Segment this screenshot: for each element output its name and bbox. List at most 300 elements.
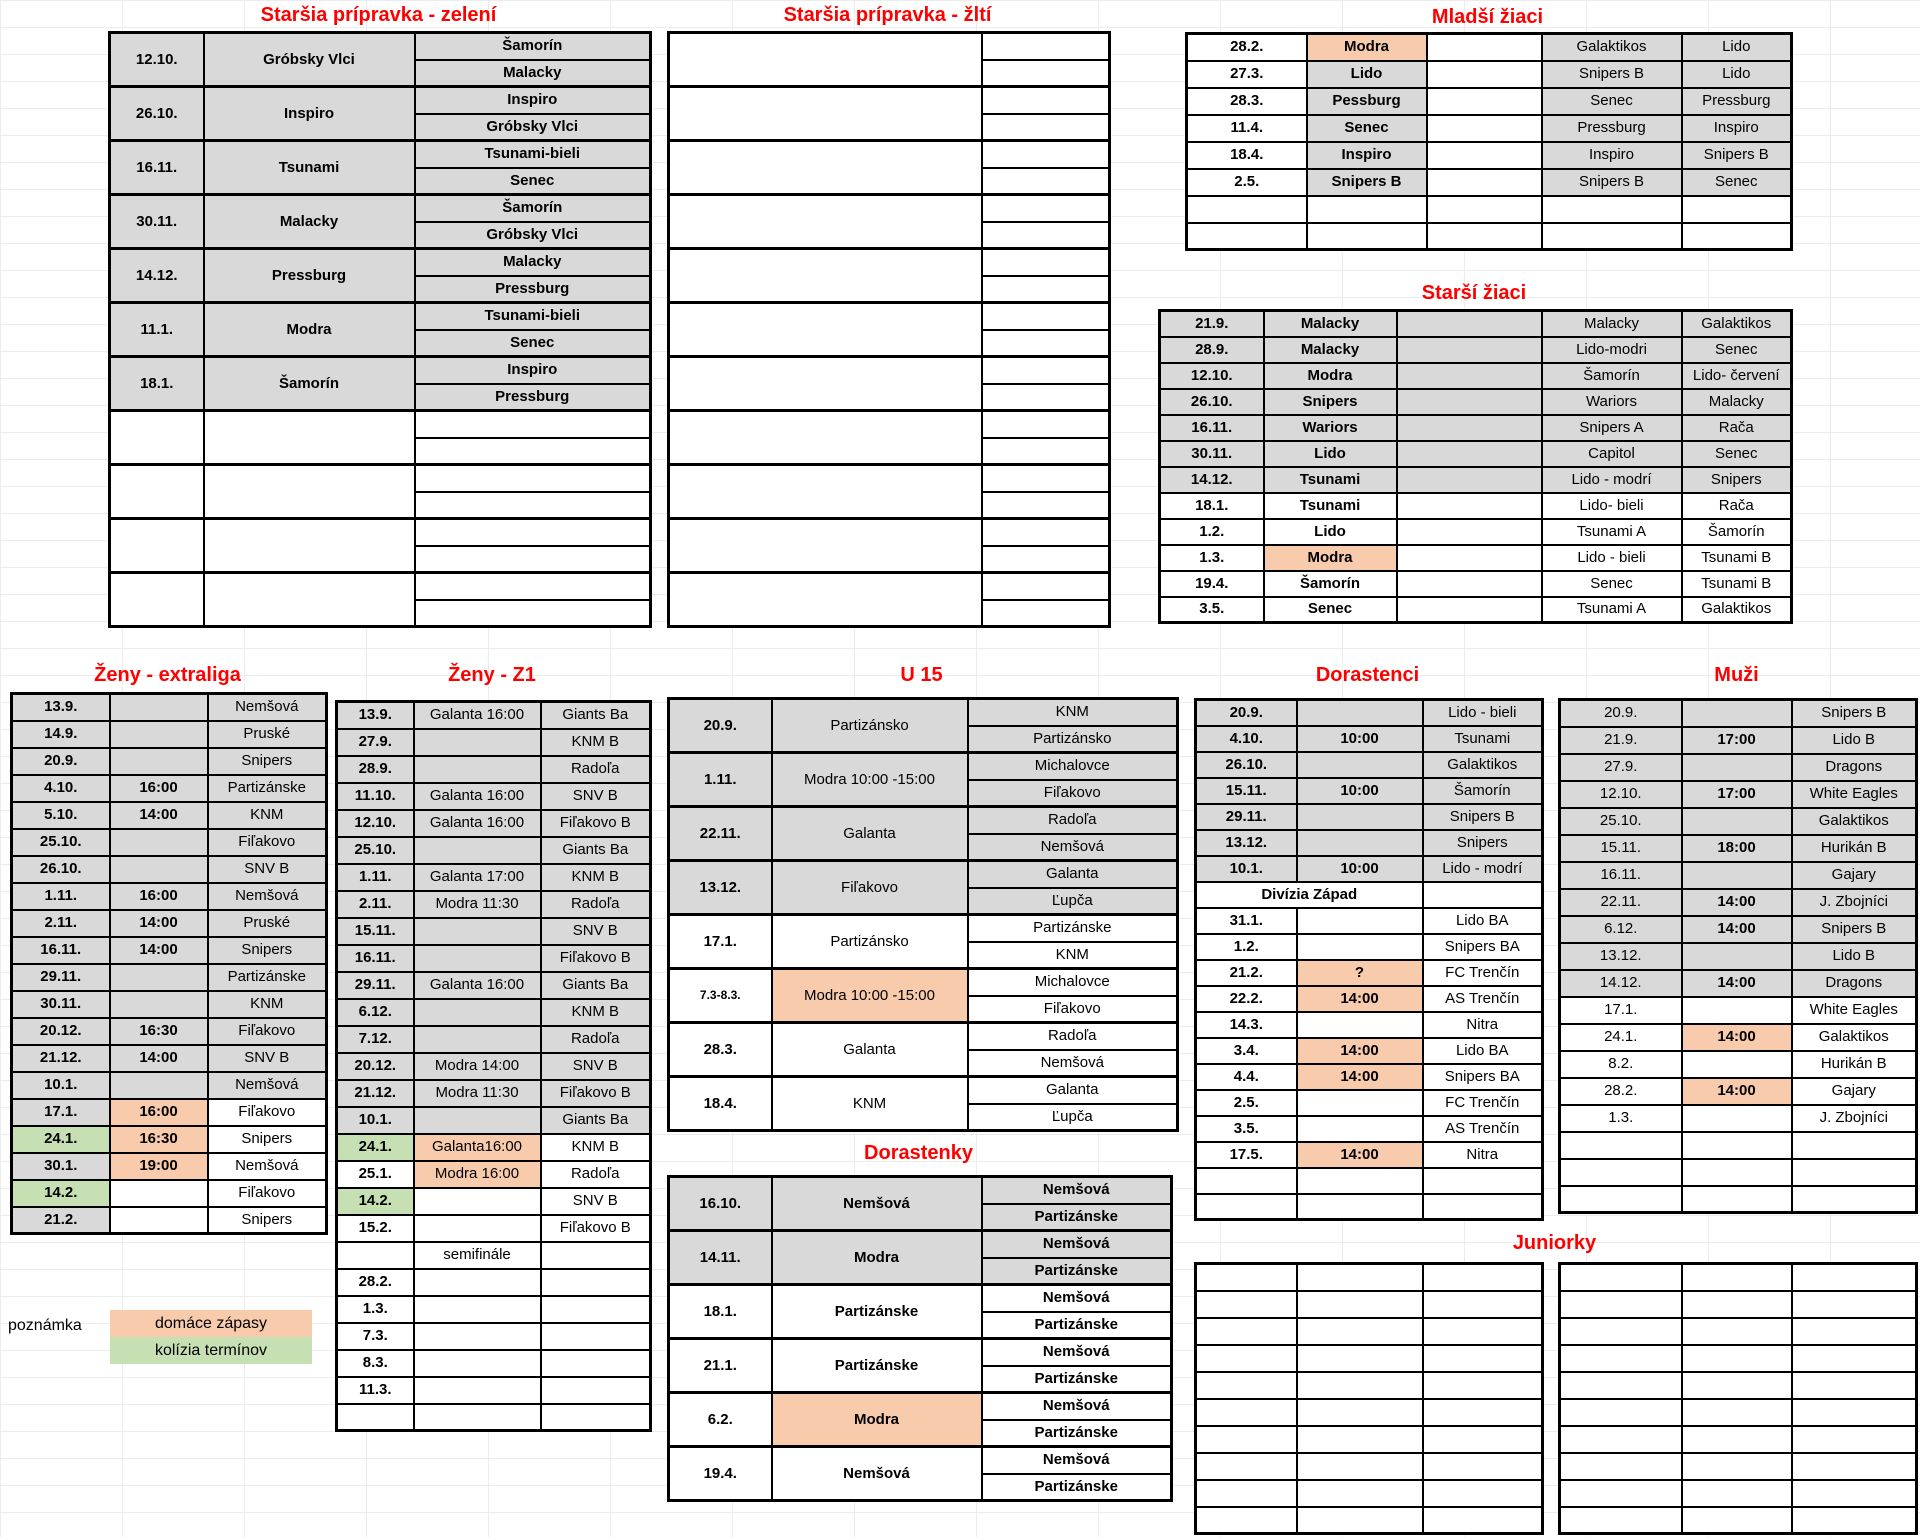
table-cell[interactable]: 17:00 [1682,781,1792,808]
table-cell[interactable] [982,60,1110,87]
table-cell[interactable]: 10.1. [12,1072,110,1099]
table-cell[interactable] [1196,1345,1297,1372]
table-cell[interactable]: semifinále [414,1242,541,1269]
table-cell[interactable]: 21.2. [1196,960,1297,986]
table-cell[interactable] [1297,1012,1423,1038]
table-cell[interactable] [982,249,1110,276]
table-cell[interactable]: 13.9. [337,702,414,729]
table-cell[interactable] [110,411,204,465]
table-cell[interactable]: Dragons [1792,970,1917,997]
table-cell[interactable] [669,33,982,87]
table-cell[interactable]: 5.10. [12,802,110,829]
table-cell[interactable]: 10:00 [1297,778,1423,804]
table-cell[interactable]: 28.2. [1187,34,1307,61]
table-cell[interactable]: 14.12. [1560,970,1682,997]
table-cell[interactable]: White Eagles [1792,997,1917,1024]
table-cell[interactable] [414,1350,541,1377]
table-cell[interactable] [110,1180,208,1207]
table-cell[interactable] [669,357,982,411]
table-cell[interactable] [1792,1132,1917,1159]
table-cell[interactable]: Lido- bieli [1542,493,1682,519]
table-cell[interactable]: Senec [415,168,651,195]
table-cell[interactable]: Lido B [1792,727,1917,754]
table-cell[interactable] [1792,1480,1917,1507]
table-cell[interactable]: Partizánske [982,1312,1172,1339]
table-cell[interactable]: Lido-modri [1542,337,1682,363]
table-cell[interactable]: Lido [1682,61,1792,88]
table-cell[interactable]: Partizánske [208,964,327,991]
table-cell[interactable] [1297,1194,1423,1220]
table-cell[interactable]: Senec [1682,169,1792,196]
table-cell[interactable] [110,964,208,991]
table-cell[interactable] [414,1107,541,1134]
table-cell[interactable] [982,573,1110,600]
table-cell[interactable]: 12.10. [337,810,414,837]
table-cell[interactable]: 21.12. [337,1080,414,1107]
table-cell[interactable]: Snipers [1423,830,1543,856]
table-cell[interactable] [1682,1453,1792,1480]
table-cell[interactable] [541,1404,651,1431]
table-cell[interactable]: Partizánsko [968,726,1178,753]
table-cell[interactable]: Snipers [208,1207,327,1234]
table-cell[interactable] [1423,1426,1543,1453]
table-cell[interactable] [1792,1318,1917,1345]
table-cell[interactable] [1542,223,1682,250]
table-cell[interactable]: 8.2. [1560,1051,1682,1078]
table-cell[interactable]: Snipers [208,1126,327,1153]
table-cell[interactable]: 28.3. [669,1023,772,1077]
table-cell[interactable]: 25.1. [337,1161,414,1188]
table-cell[interactable] [110,856,208,883]
table-cell[interactable] [204,411,415,465]
table-cell[interactable] [982,519,1110,546]
table-cell[interactable]: Snipers BA [1423,1064,1543,1090]
table-cell[interactable]: 27.9. [337,729,414,756]
table-cell[interactable] [1423,1372,1543,1399]
table-cell[interactable]: Nemšová [968,1050,1178,1077]
table-cell[interactable]: Nemšová [208,1072,327,1099]
table-cell[interactable]: Snipers B [1307,169,1427,196]
table-cell[interactable]: FC Trenčín [1423,1090,1543,1116]
table-cell[interactable] [541,1242,651,1269]
table-cell[interactable]: Nemšová [968,834,1178,861]
table-cell[interactable]: Partizánsko [772,699,968,753]
table-cell[interactable]: 30.11. [1160,441,1264,467]
table-cell[interactable]: 27.9. [1560,754,1682,781]
table-cell[interactable]: 14.9. [12,721,110,748]
table-cell[interactable]: 14:00 [1297,986,1423,1012]
table-cell[interactable] [414,1404,541,1431]
table-cell[interactable]: 14:00 [1682,889,1792,916]
table-cell[interactable] [1682,1507,1792,1534]
table-cell[interactable]: Modra 14:00 [414,1053,541,1080]
section-title-zeny-z1[interactable]: Ženy - Z1 [448,664,536,686]
table-cell[interactable]: Modra 11:30 [414,1080,541,1107]
table-cell[interactable]: 14.12. [110,249,204,303]
table-cell[interactable]: 20.9. [1196,700,1297,726]
table-cell[interactable] [1682,196,1792,223]
table-cell[interactable]: Galaktikos [1792,1024,1917,1051]
table-cell[interactable] [414,1296,541,1323]
table-cell[interactable]: 22.2. [1196,986,1297,1012]
table-cell[interactable] [414,837,541,864]
table-cell[interactable]: Radoľa [968,807,1178,834]
table-cell[interactable] [1427,88,1542,115]
table-cell[interactable]: J. Zbojníci [1792,1105,1917,1132]
table-cell[interactable] [982,87,1110,114]
table-cell[interactable] [1397,363,1542,389]
table-cell[interactable] [1297,700,1423,726]
table-cell[interactable]: 14:00 [1297,1064,1423,1090]
table-cell[interactable] [1196,1399,1297,1426]
table-cell[interactable]: Malacky [204,195,415,249]
table-cell[interactable] [1423,1291,1543,1318]
table-cell[interactable] [1792,1426,1917,1453]
table-cell[interactable]: Fiľakovo [208,1180,327,1207]
table-cell[interactable] [1423,1480,1543,1507]
table-cell[interactable] [1397,337,1542,363]
table-cell[interactable]: Senec [1307,115,1427,142]
table-cell[interactable] [414,1026,541,1053]
table-cell[interactable]: 15.11. [337,918,414,945]
table-cell[interactable]: Senec [1682,337,1792,363]
table-cell[interactable] [1423,882,1543,908]
section-title-juniorky[interactable]: Juniorky [1512,1232,1597,1254]
table-cell[interactable] [414,999,541,1026]
table-cell[interactable]: Giants Ba [541,837,651,864]
table-cell[interactable]: 11.10. [337,783,414,810]
table-cell[interactable] [1682,700,1792,727]
table-cell[interactable]: Lido [1264,441,1397,467]
table-cell[interactable]: 25.10. [12,829,110,856]
table-cell[interactable] [669,411,982,465]
table-cell[interactable]: 14:00 [1682,916,1792,943]
table-cell[interactable]: Fiľakovo [968,780,1178,807]
legend-home-games[interactable]: domáce zápasy [110,1310,312,1337]
table-cell[interactable]: 28.2. [337,1269,414,1296]
table-cell[interactable] [1792,1507,1917,1534]
table-cell[interactable]: Gajary [1792,1078,1917,1105]
table-cell[interactable] [1423,1318,1543,1345]
table-cell[interactable]: 16:30 [110,1126,208,1153]
table-cell[interactable]: KNM [968,942,1178,969]
table-cell[interactable] [1682,1105,1792,1132]
table-cell[interactable]: Tsunami [1264,467,1397,493]
table-cell[interactable] [1187,196,1307,223]
table-cell[interactable]: Michalovce [968,969,1178,996]
table-cell[interactable]: Modra 10:00 -15:00 [772,969,968,1023]
table-cell[interactable]: 11.1. [110,303,204,357]
table-cell[interactable]: 1.3. [337,1296,414,1323]
table-cell[interactable] [982,546,1110,573]
table-cell[interactable] [110,829,208,856]
table-cell[interactable] [1792,1345,1917,1372]
table-cell[interactable]: 7.3. [337,1323,414,1350]
table-cell[interactable] [1423,1168,1543,1194]
table-cell[interactable]: Inspiro [1542,142,1682,169]
table-cell[interactable] [110,694,208,721]
table-cell[interactable]: Nemšová [982,1393,1172,1420]
table-cell[interactable]: 10.1. [1196,856,1297,882]
table-cell[interactable]: Snipers BA [1423,934,1543,960]
table-cell[interactable] [1682,862,1792,889]
table-cell[interactable]: FC Trenčín [1423,960,1543,986]
table-cell[interactable]: Pressburg [1542,115,1682,142]
table-cell[interactable]: 4.4. [1196,1064,1297,1090]
table-cell[interactable] [982,276,1110,303]
table-cell[interactable]: Nemšová [982,1177,1172,1204]
table-cell[interactable] [541,1296,651,1323]
table-cell[interactable]: KNM [772,1077,968,1131]
table-cell[interactable]: Nemšová [982,1339,1172,1366]
table-cell[interactable] [1682,223,1792,250]
table-cell[interactable]: 3.5. [1196,1116,1297,1142]
table-cell[interactable]: AS Trenčín [1423,986,1543,1012]
table-cell[interactable]: 17.1. [12,1099,110,1126]
table-cell[interactable] [1542,196,1682,223]
table-cell[interactable] [414,1323,541,1350]
table-cell[interactable] [1307,223,1427,250]
table-cell[interactable] [982,492,1110,519]
table-cell[interactable] [414,756,541,783]
table-cell[interactable]: Rača [1682,415,1792,441]
table-cell[interactable] [1560,1507,1682,1534]
table-cell[interactable]: 30.1. [12,1153,110,1180]
table-cell[interactable]: 14:00 [1682,970,1792,997]
table-cell[interactable]: Lido BA [1423,908,1543,934]
table-cell[interactable]: Lido [1682,34,1792,61]
table-cell[interactable] [415,465,651,492]
table-cell[interactable] [414,945,541,972]
table-cell[interactable] [1297,1480,1423,1507]
table-cell[interactable] [669,465,982,519]
table-cell[interactable] [1427,196,1542,223]
table-cell[interactable] [1196,1372,1297,1399]
table-cell[interactable] [1560,1264,1682,1291]
table-cell[interactable] [1297,1168,1423,1194]
table-cell[interactable] [1682,1372,1792,1399]
section-title-u15[interactable]: U 15 [900,664,943,686]
table-cell[interactable]: 24.1. [1560,1024,1682,1051]
legend-collision[interactable]: kolízia termínov [110,1337,312,1364]
table-cell[interactable]: Malacky [1542,311,1682,337]
table-cell[interactable]: 30.11. [12,991,110,1018]
table-cell[interactable]: 28.3. [1187,88,1307,115]
table-cell[interactable] [337,1404,414,1431]
table-cell[interactable] [110,573,204,627]
table-cell[interactable]: Snipers [1682,467,1792,493]
table-cell[interactable]: Partizánske [982,1366,1172,1393]
table-cell[interactable]: Senec [1682,441,1792,467]
table-cell[interactable]: 18:00 [1682,835,1792,862]
table-cell[interactable] [982,33,1110,60]
table-cell[interactable]: 14.3. [1196,1012,1297,1038]
table-cell[interactable] [669,141,982,195]
table-cell[interactable]: 10:00 [1297,856,1423,882]
table-cell[interactable]: 25.10. [337,837,414,864]
table-cell[interactable]: Radoľa [541,1026,651,1053]
table-cell[interactable] [110,991,208,1018]
table-cell[interactable]: Gróbsky Vlci [204,33,415,87]
table-cell[interactable]: Pruské [208,721,327,748]
table-cell[interactable]: Snipers B [1542,169,1682,196]
table-cell[interactable]: Pressburg [415,276,651,303]
table-cell[interactable]: Partizánske [772,1339,982,1393]
table-cell[interactable]: Pessburg [1307,88,1427,115]
table-cell[interactable]: 16.11. [110,141,204,195]
table-cell[interactable]: 7.12. [337,1026,414,1053]
table-cell[interactable]: Modra [772,1393,982,1447]
table-cell[interactable]: Gajary [1792,862,1917,889]
table-cell[interactable] [1187,223,1307,250]
table-cell[interactable] [1792,1372,1917,1399]
table-cell[interactable]: 14:00 [1682,1078,1792,1105]
table-cell[interactable]: Lido B [1792,943,1917,970]
table-cell[interactable]: Hurikán B [1792,1051,1917,1078]
table-cell[interactable] [110,1207,208,1234]
table-cell[interactable] [982,222,1110,249]
table-cell[interactable]: Senec [415,330,651,357]
table-cell[interactable]: 14.11. [669,1231,772,1285]
table-cell[interactable] [982,195,1110,222]
table-cell[interactable]: Lido [1307,61,1427,88]
table-cell[interactable]: Lido - modrí [1542,467,1682,493]
table-cell[interactable]: Modra [1264,545,1397,571]
table-cell[interactable]: KNM B [541,1134,651,1161]
table-cell[interactable] [1423,1345,1543,1372]
table-cell[interactable] [1397,571,1542,597]
table-cell[interactable] [1560,1318,1682,1345]
table-cell[interactable] [1297,908,1423,934]
table-cell[interactable]: Pressburg [204,249,415,303]
table-cell[interactable]: Inspiro [415,357,651,384]
table-cell[interactable] [1297,1090,1423,1116]
table-cell[interactable]: Nemšová [208,694,327,721]
table-cell[interactable] [1792,1399,1917,1426]
table-cell[interactable] [414,1269,541,1296]
table-cell[interactable]: 15.2. [337,1215,414,1242]
table-cell[interactable]: Tsunami B [1682,571,1792,597]
table-cell[interactable]: 13.12. [1560,943,1682,970]
table-cell[interactable]: 28.2. [1560,1078,1682,1105]
table-cell[interactable]: Fiľakovo B [541,810,651,837]
table-cell[interactable] [414,1215,541,1242]
section-title-zeny-extraliga[interactable]: Ženy - extraliga [94,664,241,686]
table-cell[interactable]: Senec [1542,571,1682,597]
table-cell[interactable]: 22.11. [1560,889,1682,916]
table-cell[interactable]: Malacky [415,249,651,276]
table-cell[interactable] [1196,1426,1297,1453]
table-cell[interactable]: Divízia Západ [1196,882,1423,908]
table-cell[interactable] [414,1188,541,1215]
table-cell[interactable]: AS Trenčín [1423,1116,1543,1142]
table-cell[interactable] [337,1242,414,1269]
table-cell[interactable]: Giants Ba [541,702,651,729]
table-cell[interactable] [541,1350,651,1377]
table-cell[interactable]: Lido - bieli [1423,700,1543,726]
table-cell[interactable]: 14:00 [110,910,208,937]
table-cell[interactable]: 22.11. [669,807,772,861]
table-cell[interactable]: 17.1. [669,915,772,969]
table-cell[interactable] [204,573,415,627]
table-cell[interactable] [1297,1426,1423,1453]
table-cell[interactable] [1196,1480,1297,1507]
table-cell[interactable] [1682,1399,1792,1426]
table-cell[interactable]: Snipers A [1542,415,1682,441]
table-cell[interactable]: 16.11. [12,937,110,964]
table-cell[interactable]: Modra 16:00 [414,1161,541,1188]
table-cell[interactable]: 4.10. [1196,726,1297,752]
table-cell[interactable]: Nemšová [772,1177,982,1231]
table-cell[interactable] [1560,1399,1682,1426]
table-cell[interactable]: 4.10. [12,775,110,802]
table-cell[interactable]: Gróbsky Vlci [415,114,651,141]
table-cell[interactable]: 16.11. [1560,862,1682,889]
table-cell[interactable] [110,519,204,573]
table-cell[interactable]: Giants Ba [541,972,651,999]
table-cell[interactable]: Malacky [415,60,651,87]
table-cell[interactable]: 19.4. [669,1447,772,1501]
table-cell[interactable] [982,438,1110,465]
table-cell[interactable]: 6.12. [1560,916,1682,943]
table-cell[interactable]: Šamorín [204,357,415,411]
table-cell[interactable]: 14:00 [110,802,208,829]
table-cell[interactable]: 17.5. [1196,1142,1297,1168]
table-cell[interactable] [110,1072,208,1099]
table-cell[interactable] [669,573,982,627]
table-cell[interactable]: 31.1. [1196,908,1297,934]
table-cell[interactable]: 18.1. [1160,493,1264,519]
table-cell[interactable]: 18.4. [1187,142,1307,169]
table-cell[interactable] [982,357,1110,384]
table-cell[interactable] [204,519,415,573]
table-cell[interactable]: 13.9. [12,694,110,721]
table-cell[interactable]: Šamorín [1542,363,1682,389]
table-cell[interactable]: 6.2. [669,1393,772,1447]
section-title-starsia-pripravka-zlti[interactable]: Staršia prípravka - žltí [783,4,992,26]
table-cell[interactable] [1297,1345,1423,1372]
table-cell[interactable] [1682,943,1792,970]
table-cell[interactable] [1397,519,1542,545]
table-cell[interactable]: 3.4. [1196,1038,1297,1064]
table-cell[interactable]: Giants Ba [541,1107,651,1134]
table-cell[interactable] [415,600,651,627]
table-cell[interactable]: 14:00 [1297,1038,1423,1064]
table-cell[interactable] [1792,1186,1917,1213]
table-cell[interactable] [982,411,1110,438]
table-cell[interactable] [1397,441,1542,467]
table-cell[interactable]: Galaktikos [1682,597,1792,623]
table-cell[interactable]: 1.2. [1160,519,1264,545]
table-cell[interactable]: Galanta [968,861,1178,888]
table-cell[interactable]: 30.11. [110,195,204,249]
table-cell[interactable] [415,438,651,465]
table-cell[interactable]: SNV B [541,918,651,945]
table-cell[interactable]: 24.1. [12,1126,110,1153]
table-cell[interactable] [1297,804,1423,830]
table-cell[interactable]: 6.12. [337,999,414,1026]
table-cell[interactable]: 26.10. [110,87,204,141]
table-cell[interactable]: Nemšová [208,883,327,910]
table-cell[interactable]: KNM [208,802,327,829]
table-cell[interactable] [204,465,415,519]
table-cell[interactable] [1297,752,1423,778]
table-cell[interactable]: Nemšová [982,1447,1172,1474]
table-cell[interactable] [1196,1291,1297,1318]
table-cell[interactable]: Nemšová [208,1153,327,1180]
table-cell[interactable]: 11.4. [1187,115,1307,142]
table-cell[interactable]: Pressburg [1682,88,1792,115]
